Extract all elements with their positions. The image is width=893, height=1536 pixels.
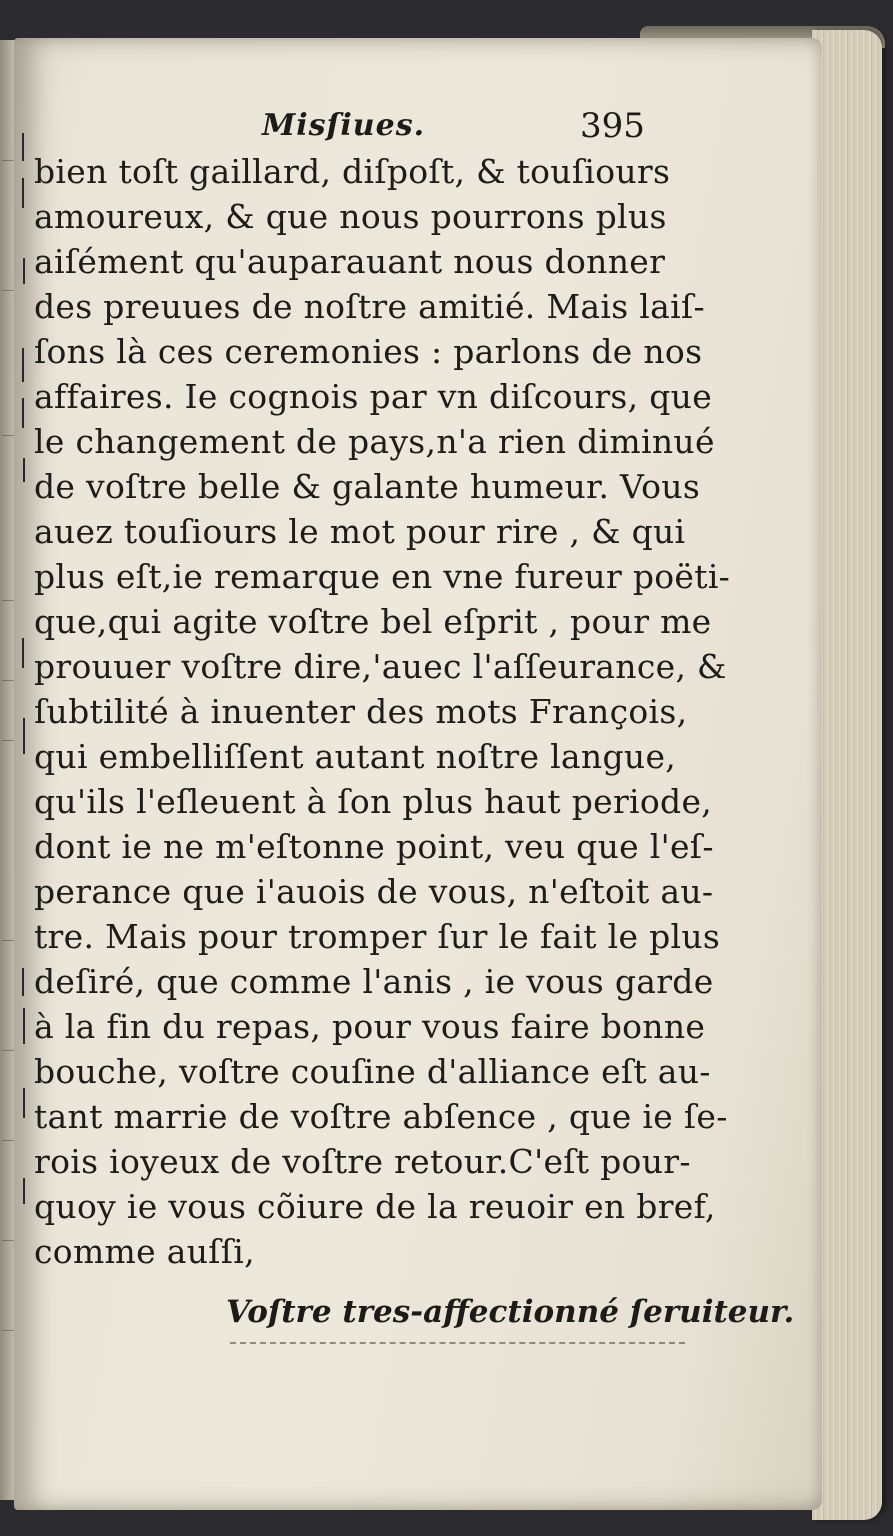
- text-line: tant marrie de voſtre abſence , que ie ſe-: [34, 1097, 728, 1136]
- text-line: comme auſſi,: [34, 1232, 255, 1271]
- text-line: que,qui agite voſtre bel eſprit , pour me: [34, 602, 712, 641]
- text-line: aiſément qu'auparauant nous donner: [34, 242, 666, 281]
- text-line: deſiré, que comme l'anis , ie vous garde: [34, 962, 714, 1001]
- text-line: qui embelliſſent autant noſtre langue,: [34, 737, 677, 776]
- text-line: ſons là ces ceremonies : parlons de nos: [34, 332, 703, 371]
- book-page: [14, 38, 822, 1510]
- signature-underline: [230, 1342, 685, 1344]
- running-title: Misſiues.: [262, 108, 426, 143]
- text-line: qu'ils l'eſleuent à ſon plus haut periode,: [34, 782, 713, 821]
- text-line: prouuer voſtre dire,'auec l'aſſeurance, &: [34, 647, 727, 686]
- text-line: ſubtilité à inuenter des mots François,: [34, 692, 688, 731]
- page-block-fore-edge: [812, 30, 882, 1520]
- page-header: [14, 104, 822, 154]
- text-line: bouche, voſtre couſine d'alliance eſt au-: [34, 1052, 711, 1091]
- text-line: auez touſiours le mot pour rire , & qui: [34, 512, 686, 551]
- text-line: amoureux, & que nous pourrons plus: [34, 197, 667, 236]
- text-line: plus eſt,ie remarque en vne fureur poëti-: [34, 557, 731, 596]
- text-line: à la fin du repas, pour vous faire bonne: [34, 1007, 706, 1046]
- text-line: tre. Mais pour tromper ſur le fait le plus: [34, 917, 721, 956]
- page-number: 395: [580, 106, 645, 146]
- text-line: quoy ie vous cõiure de la reuoir en bref,: [34, 1187, 716, 1226]
- letter-signature: Voſtre tres-affectionné ſeruiteur.: [226, 1294, 795, 1330]
- text-line: dont ie ne m'eſtonne point, veu que l'eſ-: [34, 827, 714, 866]
- text-line: bien toſt gaillard, diſpoſt, & touſiours: [34, 152, 671, 191]
- text-line: affaires. Ie cognois par vn diſcours, que: [34, 377, 713, 416]
- text-line: de voſtre belle & galante humeur. Vous: [34, 467, 701, 506]
- text-line: perance que i'auois de vous, n'eſtoit au-: [34, 872, 714, 911]
- text-line: le changement de pays,n'a rien diminué: [34, 422, 715, 461]
- text-line: des preuues de noſtre amitié. Mais laiſ-: [34, 287, 705, 326]
- text-line: rois ioyeux de voſtre retour.C'eſt pour-: [34, 1142, 691, 1181]
